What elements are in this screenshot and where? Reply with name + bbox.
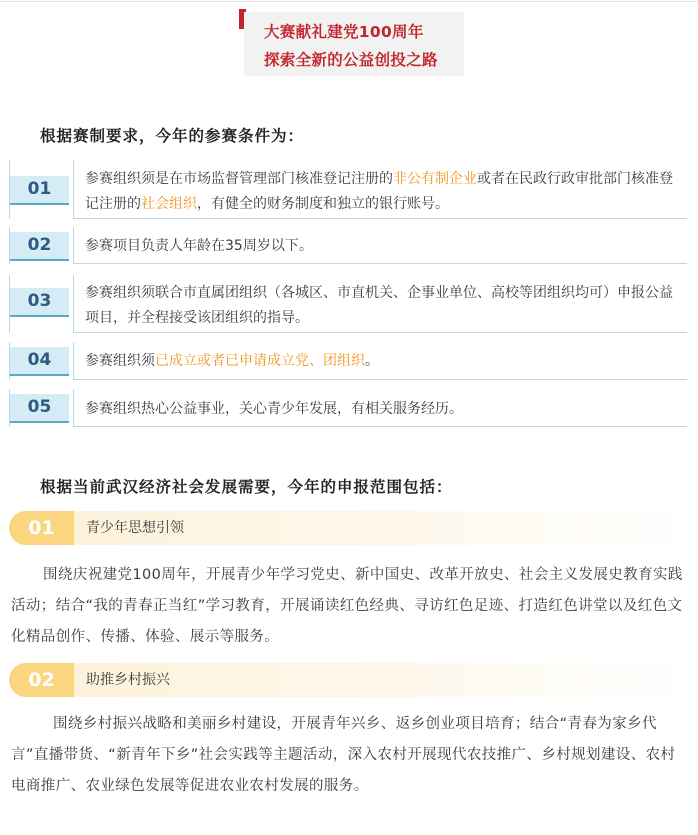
row-divider: [73, 227, 74, 264]
requirement-text: 参赛组织热心公益事业，关心青少年发展，有相关服务经历。: [85, 401, 463, 417]
row-divider: [73, 389, 74, 427]
banner-title-line2: 探索全新的公益创投之路: [264, 51, 438, 69]
category-description: 围绕乡村振兴战略和美丽乡村建设，开展青年兴乡、返乡创业项目培育；结合“青春为家乡代言”直播带货、“新青年下乡”社会实践等主题活动，深入农村开展现代农技推广、乡村规划建设、农村电商推广、农业绿色发展等促进农业农村发展的服务。: [11, 716, 676, 794]
requirement-item: [9, 342, 687, 380]
requirement-number: 04: [10, 347, 69, 374]
row-bottom-border: [73, 263, 687, 264]
row-divider: [73, 342, 74, 380]
top-divider: [0, 1, 698, 2]
highlight-text: 非公有制企业: [393, 171, 477, 187]
requirement-number: 02: [10, 232, 69, 259]
requirement-number: 01: [10, 176, 69, 203]
requirement-item: [9, 227, 687, 264]
category-label: 助推乡村振兴: [86, 672, 170, 688]
row-bottom-border: [73, 332, 687, 333]
title-banner: [244, 12, 464, 76]
section-heading-conditions: 根据赛制要求，今年的参赛条件为：: [40, 127, 305, 145]
requirement-item: [9, 160, 687, 219]
requirement-number: 03: [10, 288, 69, 315]
row-bottom-border: [73, 379, 687, 380]
row-bottom-border: [73, 218, 687, 219]
highlight-text: 已成立或者已申请成立党、团组织: [155, 353, 365, 369]
row-divider: [73, 275, 74, 333]
category-number: 01: [9, 511, 74, 545]
requirement-number: 05: [10, 394, 69, 421]
row-bottom-border: [73, 426, 687, 427]
row-divider: [73, 160, 74, 219]
highlight-text: 社会组织: [141, 196, 197, 212]
requirement-text: 参赛组织须联合市直属团组织（各城区、市直机关、企事业单位、高校等团组织均可）申报公益项目，并全程接受该团组织的指导。: [85, 285, 673, 326]
category-label: 青少年思想引领: [86, 520, 184, 536]
requirement-text: 参赛项目负责人年龄在35周岁以下。: [85, 238, 313, 254]
requirement-text: 参赛组织须已成立或者已申请成立党、团组织。: [85, 353, 379, 369]
category-header: [9, 511, 687, 545]
category-header: [9, 663, 687, 697]
section-heading-scope: 根据当前武汉经济社会发展需要，今年的申报范围包括：: [40, 478, 453, 496]
requirement-item: [9, 275, 687, 333]
requirement-item: [9, 389, 687, 427]
requirement-text: 参赛组织须是在市场监督管理部门核准登记注册的非公有制企业或者在民政行政审批部门核准登记注册的社会组织，有健全的财务制度和独立的银行账号。: [85, 171, 673, 212]
category-number: 02: [9, 663, 74, 697]
category-description: 围绕庆祝建党100周年，开展青少年学习党史、新中国史、改革开放史、社会主义发展史教育实践活动；结合“我的青春正当红”学习教育，开展诵读红色经典、寻访红色足迹、打造红色讲堂以及红色文化精品创作、传播、体验、展示等服务。: [11, 567, 683, 645]
banner-title-line1: 大赛献礼建党100周年: [264, 23, 424, 41]
